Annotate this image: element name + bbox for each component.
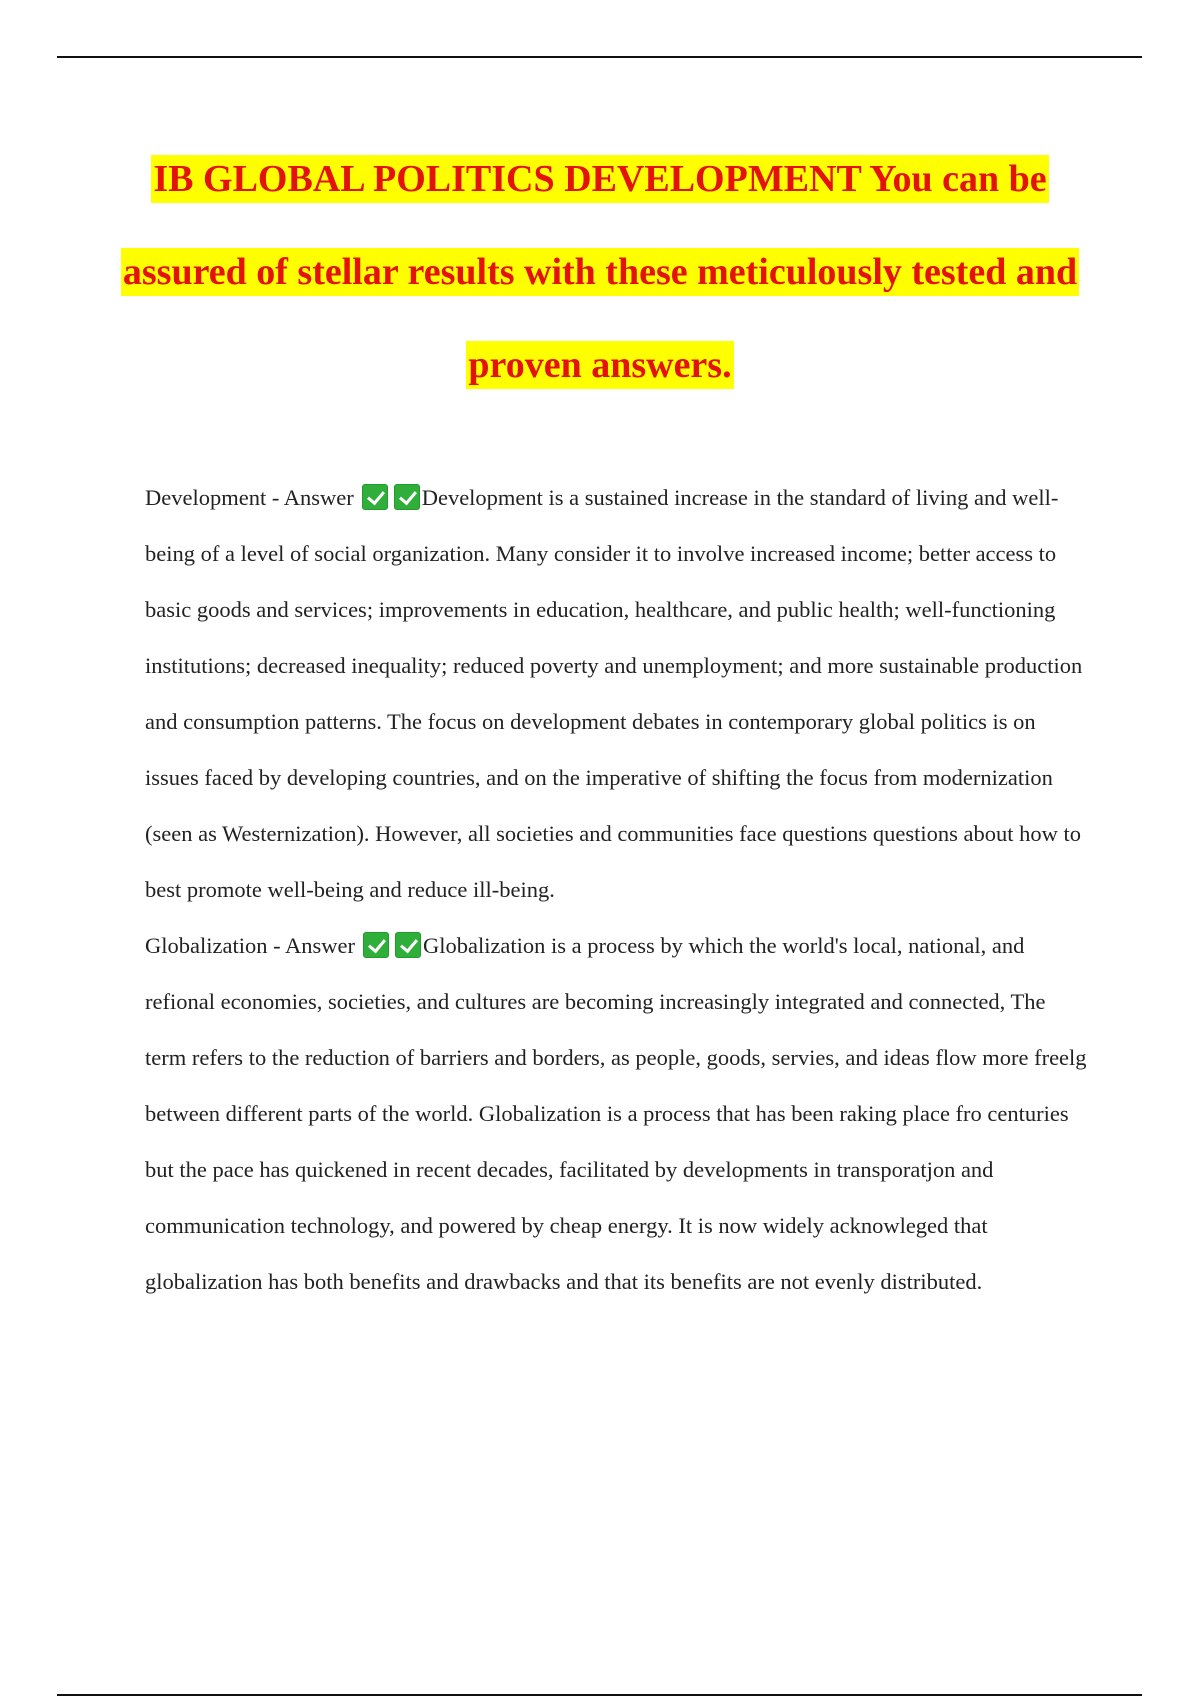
entry-term: Globalization - Answer	[145, 933, 355, 958]
check-mark-icon	[362, 484, 388, 510]
document-body	[145, 470, 1090, 1310]
check-mark-icon	[363, 932, 389, 958]
qa-entry-development	[145, 470, 1090, 918]
document-title	[120, 133, 1080, 412]
qa-entry-globalization	[145, 918, 1090, 1310]
entry-definition: Globalization is a process by which the world's local, national, and refional economies, societies, and cultures are becoming increasingly integrated and connected, The term refers to the reduction of barriers and borders, as people, goods, servies, and ideas flow more freelg between different parts of the world. Globalization is a process that has been raking place fro centuries but the pace has quickened in recent decades, facilitated by developments in transporatjon and communication technology, and powered by cheap energy. It is now widely acknowleged that globalization has both benefits and drawbacks and that its benefits are not evenly distributed.	[145, 933, 1087, 1294]
top-rule	[57, 56, 1142, 58]
entry-term: Development - Answer	[145, 485, 354, 510]
check-mark-icon	[394, 484, 420, 510]
bottom-rule	[57, 1694, 1142, 1696]
check-mark-icon	[395, 932, 421, 958]
document-title-text: IB GLOBAL POLITICS DEVELOPMENT You can be assured of stellar results with these meticulously tested and proven answers.	[121, 155, 1079, 389]
entry-definition: Development is a sustained increase in the standard of living and well-being of a level of social organization. Many consider it to involve increased income; better access to basic goods and services; improvements in education, healthcare, and public health; well-functioning institutions; decreased inequality; reduced poverty and unemployment; and more sustainable production and consumption patterns. The focus on development debates in contemporary global politics is on issues faced by developing countries, and on the imperative of shifting the focus from modernization (seen as Westernization). However, all societies and communities face questions questions about how to best promote well-being and reduce ill-being.	[145, 485, 1083, 902]
